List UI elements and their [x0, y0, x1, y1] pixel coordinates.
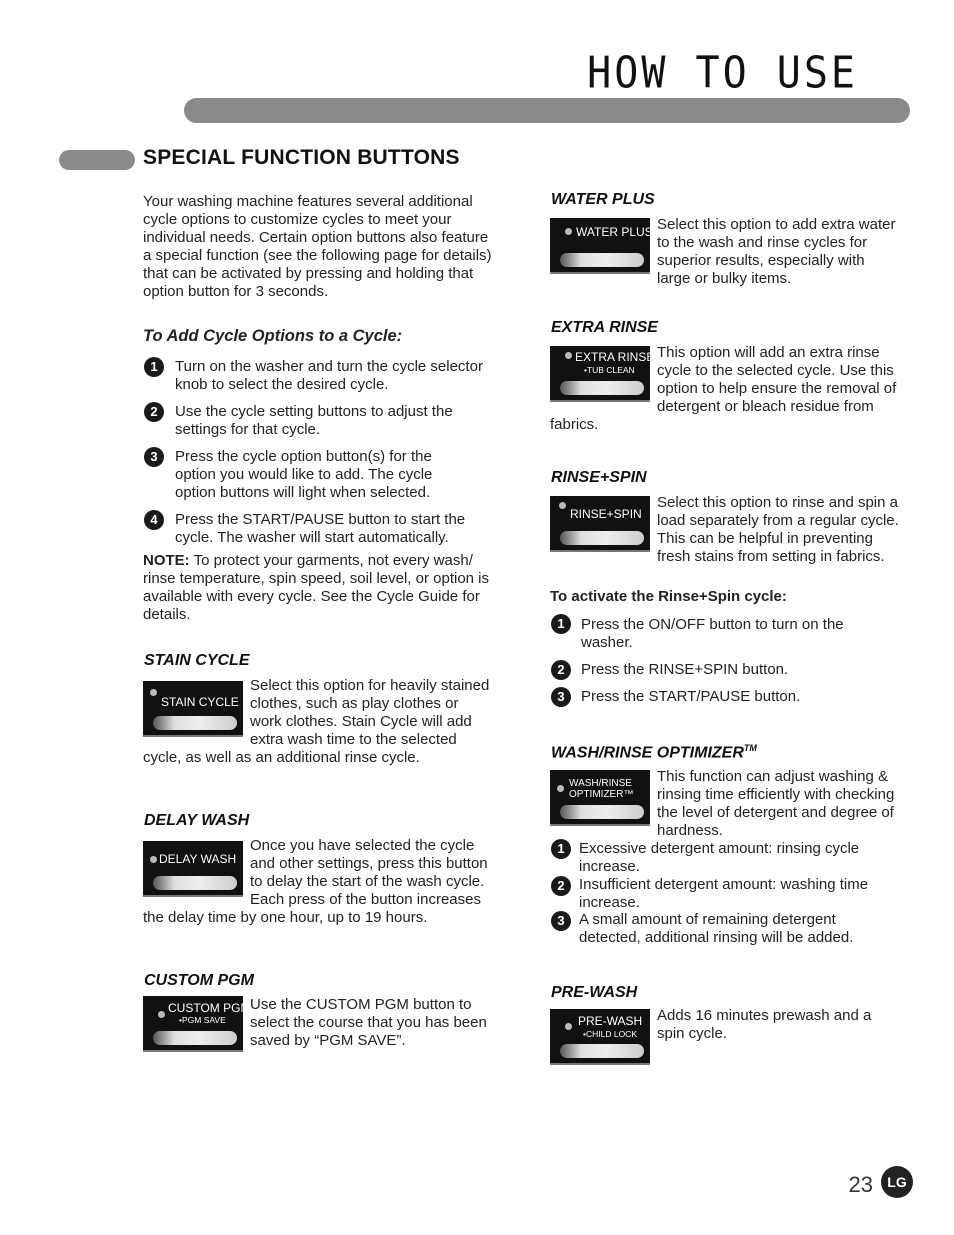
button-bar — [560, 531, 644, 545]
optimizer-button — [550, 770, 650, 826]
button-label: STAIN CYCLE — [161, 695, 239, 709]
indicator-light — [158, 1011, 165, 1018]
pre-wash-title: PRE-WASH — [551, 984, 638, 1001]
trademark: TM — [743, 743, 757, 753]
step-number: 4 — [144, 510, 164, 530]
extra-rinse-title: EXTRA RINSE — [551, 319, 658, 336]
rinse-spin-button — [550, 496, 650, 552]
button-bar — [153, 876, 237, 890]
rinse-spin-activate-title: To activate the Rinse+Spin cycle: — [550, 588, 787, 605]
button-label: PRE-WASH — [578, 1014, 643, 1028]
button-label: DELAY WASH — [159, 852, 237, 866]
step-text: Press the START/PAUSE button. — [581, 688, 801, 705]
water-plus-title: WATER PLUS — [551, 191, 655, 208]
button-label: WASH/RINSE — [569, 778, 632, 789]
button-bar — [153, 716, 237, 730]
button-bar — [560, 1044, 644, 1058]
custom-pgm-text: Use the CUSTOM PGM button to select the course that you has been saved by “PGM SAVE”. — [250, 996, 487, 1049]
section-marker — [59, 150, 135, 170]
pre-wash-block — [550, 1007, 902, 1069]
stain-cycle-button — [143, 681, 243, 737]
stain-cycle-text: Select this option for heavily stained clothes, such as play clothes or work clothes. Stain Cycle will add extra wash time to the selected cycle, as well as an additional rinse cycle. — [143, 677, 490, 766]
water-plus-block — [550, 216, 902, 288]
button-bar — [560, 381, 644, 395]
stain-cycle-block — [143, 677, 493, 767]
page-header-title: HOW TO USE — [587, 47, 858, 99]
indicator-light — [559, 502, 566, 509]
button-label: WATER PLUS — [576, 225, 653, 239]
step-number: 1 — [551, 614, 571, 634]
custom-pgm-button — [143, 996, 251, 1052]
custom-pgm-title: CUSTOM PGM — [144, 972, 254, 989]
step-number: 1 — [144, 357, 164, 377]
extra-rinse-block — [550, 344, 902, 434]
indicator-light — [565, 352, 572, 359]
note-text: To protect your garments, not every wash/ rinse temperature, spin speed, soil level, or option is available with every cycle. See the Cycle Guide for details. — [143, 552, 490, 623]
button-sublabel: •PGM SAVE — [179, 1015, 226, 1025]
step-number: 3 — [551, 911, 571, 931]
delay-wash-text: Once you have selected the cycle and other settings, press this button to delay the start of the wash cycle. Each press of the button increases the delay time by one hour, up to 19 hours. — [143, 837, 488, 926]
pre-wash-text: Adds 16 minutes prewash and a spin cycle. — [657, 1007, 872, 1042]
indicator-light — [565, 1023, 572, 1030]
custom-pgm-block — [143, 996, 493, 1056]
button-label: CUSTOM PGM — [168, 1001, 251, 1015]
indicator-light — [150, 689, 157, 696]
pre-wash-button — [550, 1009, 650, 1065]
optimizer-text: This function can adjust washing & rinsing time efficiently with checking the level of detergent and degree of hardness. — [657, 768, 895, 839]
button-label: RINSE+SPIN — [570, 507, 642, 521]
lg-logo: LG — [881, 1166, 913, 1198]
delay-wash-title: DELAY WASH — [144, 812, 250, 829]
extra-rinse-button — [550, 346, 655, 402]
rinse-spin-text: Select this option to rinse and spin a load separately from a regular cycle. This can be helpful in preventing fresh stains from setting in fabrics. — [657, 494, 899, 565]
button-bar — [560, 253, 644, 267]
step-text: Excessive detergent amount: rinsing cycle increase. — [579, 840, 860, 875]
step-text: Press the START/PAUSE button to start the cycle. The washer will start automatically. — [175, 511, 466, 546]
indicator-light — [150, 856, 157, 863]
rinse-spin-block — [550, 494, 902, 566]
header-bar — [184, 98, 910, 123]
button-label: EXTRA RINSE — [575, 350, 655, 364]
delay-wash-block — [143, 837, 493, 927]
step-number: 2 — [551, 660, 571, 680]
button-bar — [560, 805, 644, 819]
note-paragraph — [143, 552, 495, 624]
page-number: 23 — [848, 1172, 873, 1197]
step-text: Press the RINSE+SPIN button. — [581, 661, 789, 678]
step-text: Turn on the washer and turn the cycle selector knob to select the desired cycle. — [175, 358, 483, 393]
extra-rinse-text: This option will add an extra rinse cycle to the selected cycle. Use this option to help ensure the removal of detergent or bleach residue from fabrics. — [550, 344, 897, 433]
step-number: 1 — [551, 839, 571, 859]
note-label: NOTE: — [143, 552, 190, 569]
step-text: Insufficient detergent amount: washing time increase. — [579, 876, 869, 911]
step-text: Use the cycle setting buttons to adjust the settings for that cycle. — [175, 403, 453, 438]
water-plus-text: Select this option to add extra water to the wash and rinse cycles for superior results, especially with large or bulky items. — [657, 216, 896, 287]
button-sublabel: •TUB CLEAN — [584, 365, 635, 375]
step-text: A small amount of remaining detergent detected, additional rinsing will be added. — [579, 911, 854, 946]
stain-cycle-title: STAIN CYCLE — [144, 652, 250, 669]
section-title: SPECIAL FUNCTION BUTTONS — [143, 146, 460, 169]
optimizer-title-text: WASH/RINSE OPTIMIZER — [551, 744, 744, 762]
step-number: 3 — [551, 687, 571, 707]
indicator-light — [565, 228, 572, 235]
button-label-2: OPTIMIZER™ — [569, 789, 634, 800]
button-sublabel: •CHILD LOCK — [583, 1029, 637, 1039]
delay-wash-button — [143, 841, 243, 897]
add-options-title: To Add Cycle Options to a Cycle: — [143, 327, 403, 345]
step-number: 2 — [144, 402, 164, 422]
optimizer-title — [551, 743, 757, 762]
indicator-light — [557, 785, 564, 792]
step-number: 2 — [551, 876, 571, 896]
optimizer-block — [550, 768, 900, 840]
intro-paragraph: Your washing machine features several additional cycle options to customize cycles to meet your individual needs. Certain option buttons also feature a special function (see the following page for details) that can be activated by pressing and holding that option button for 3 seconds. — [143, 193, 492, 300]
rinse-spin-title: RINSE+SPIN — [551, 469, 647, 486]
water-plus-button — [550, 218, 653, 274]
button-bar — [153, 1031, 237, 1045]
step-text: Press the ON/OFF button to turn on the washer. — [581, 616, 844, 651]
step-number: 3 — [144, 447, 164, 467]
step-text: Press the cycle option button(s) for the option you would like to add. The cycle option buttons will light when selected. — [175, 448, 433, 501]
